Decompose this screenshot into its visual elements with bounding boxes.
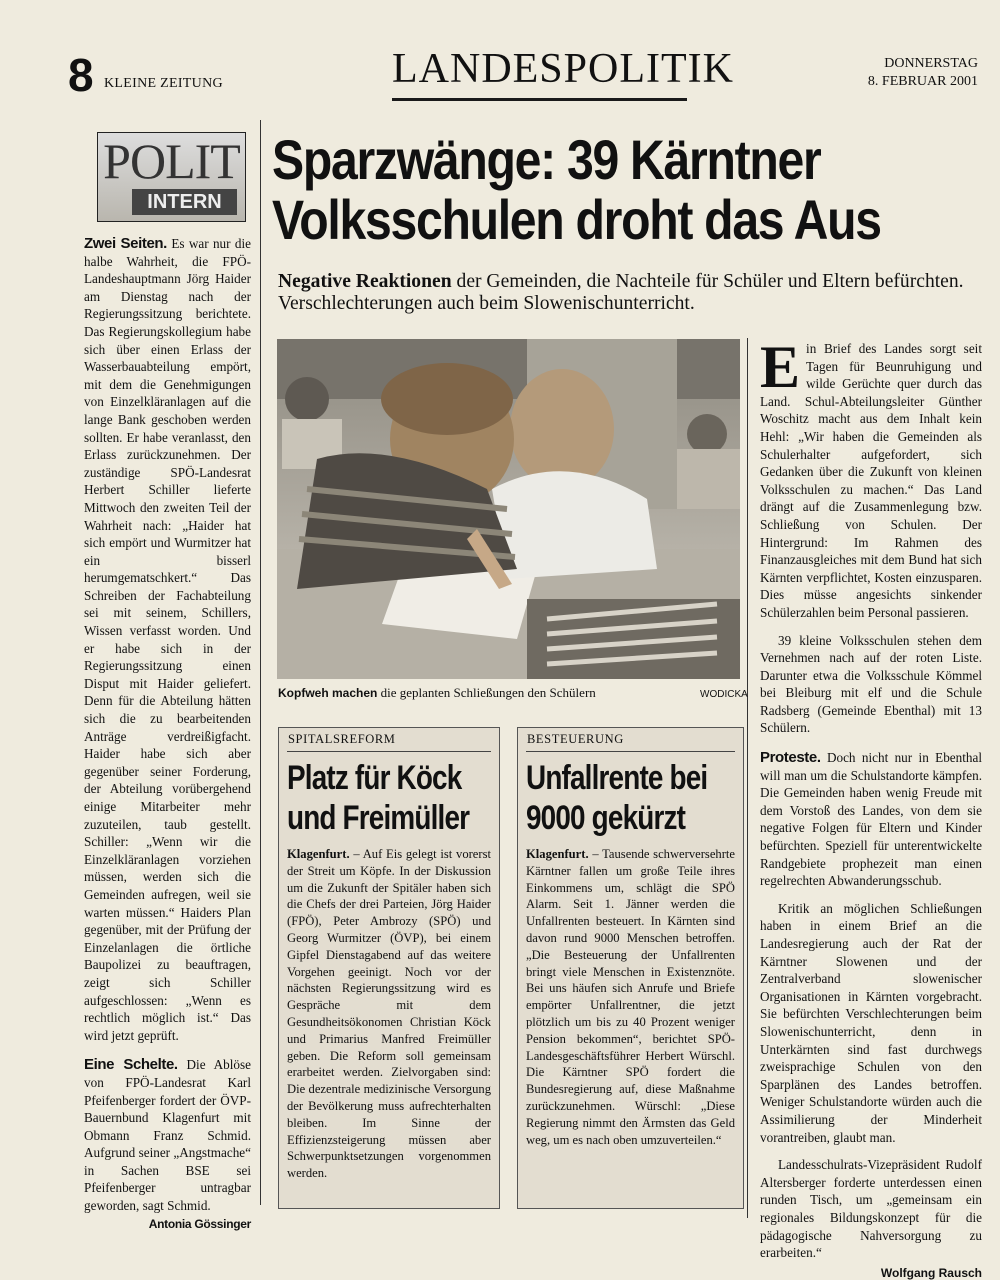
article-paragraph: Landesschulrats-Vizepräsident Rudolf Altersberger forderte unterdessen einen runden Tisch, um „gemeinsam ein regionales Bildungskonzept für die pädagogische Nahversorgung zu erarbeiten.“ <box>760 1157 982 1261</box>
date: 8. FEBRUAR 2001 <box>867 74 978 89</box>
sidebar-item-lead: Zwei Seiten. <box>84 235 167 252</box>
sidebar-item-lead: Eine Schelte. <box>84 1056 178 1074</box>
sidebar-item-text: Es war nur die halbe Wahrheit, die FPÖ-Landeshauptmann Jörg Haider am Dienstag nach der Regierungssitzung berichtete. Das Regierungskollegium habe sich über einen Erlass der Wasserbauabteilung empört, mit dem die Genehmigungen von Einzelkläranlagen auf die lange Bank geschoben werden sollten. Er habe veranlasst, den Erlass zurückzunehmen. Der zuständige SPÖ-Landesrat Herbert Schiller lieferte Mittwoch den zweiten Teil der Wahrheit nach: „Haider hat sich empört und Wurmitzer hat ein bisserl herumgematschkert.“ Das Schreiben der Fachabteilung sei mit seinem, Schillers, Wissen verfasst worden. Und er habe sich in der Regierungssitzung einen Disput mit Haider geliefert. Denn für die Abteilung hätten sich die zu bearbeitenden Anträge verdreißigfacht. Haider habe sich aber gegenüber seiner Forderung, der Abteilung vorübergehend einige Mitarbeiter mehr zuzuteilen, taub gestellt. Schiller: „Wenn wir die Einzelkläranlagen vorziehen müssen, werden sich die Gemeinden aufregen, weil sie warten müssen.“ Haiders Plan gegenüber, mit der Prüfung der Einzelanlagen die örtliche Baupolizei zu beauftragen, zeigt sich Schiller aufgeschlossen: „Wenn es rechtlich möglich ist.“ Das wird jetzt geprüft. <box>84 236 252 1043</box>
article-paragraph: 39 kleine Volksschulen stehen dem Vernehmen nach auf der roten Liste. Darunter etwa die Volksschule Kömmel bei Bleiburg mit elf und die Schule Radsberg (Gemeinde Ebenthal) mit 13 Schülern. <box>760 632 982 736</box>
box-kicker-rule <box>526 751 735 752</box>
sidebar-column <box>84 235 251 1231</box>
polit-intern-logo <box>97 132 246 222</box>
article-paragraph <box>760 334 982 622</box>
article-author: Wolfgang Rausch <box>880 1265 982 1280</box>
column-divider <box>260 120 261 1205</box>
photo-caption <box>278 685 658 701</box>
news-box-spitalsreform <box>278 727 500 1209</box>
column-divider <box>747 338 748 1218</box>
box-dateline: Klagenfurt. <box>526 847 589 861</box>
logo-top-text: POLIT <box>103 133 240 189</box>
photo-schoolchildren <box>277 339 740 679</box>
drop-cap: E <box>760 334 801 400</box>
subhead-lead: Proteste. <box>760 749 821 767</box>
article-body <box>760 334 983 1280</box>
box-title: Platz für Köck und Freimüller <box>287 759 470 837</box>
logo-bottom-text: INTERN <box>132 189 237 215</box>
box-dateline: Klagenfurt. <box>287 847 350 861</box>
article-paragraph <box>760 749 982 890</box>
box-kicker-rule <box>287 751 491 752</box>
section-title: LANDESPOLITIK <box>392 46 734 92</box>
weekday: DONNERSTAG <box>884 56 978 71</box>
deck-lead: Negative Reaktionen <box>278 271 452 292</box>
photo-credit: WODICKA <box>700 689 748 700</box>
sidebar-item <box>84 235 251 1044</box>
page-number: 8 <box>68 49 94 101</box>
sidebar-author: Antonia Gössinger <box>148 1216 251 1231</box>
headline: Sparzwänge: 39 Kärntner Volksschulen droht das Aus <box>272 128 881 251</box>
news-box-besteuerung <box>517 727 744 1209</box>
sidebar-item <box>84 1056 251 1231</box>
dateline <box>868 55 978 91</box>
deck <box>278 271 993 315</box>
article-text: Doch nicht nur in Ebenthal will man um die Schulstandorte kämpfen. Die Gemeinden haben wenig Freude mit dem Vorstoß des Landes, von dem sie negative Folgen für Eltern und Kinder befürchten. Speziell für unterentwickelte Randgebiete prophezeit man einen regelrechten Abwanderungsschub. <box>760 750 983 889</box>
deck-text: der Gemeinden, die Nachteile für Schüler und Eltern befürchten. Verschlechterungen auch beim Slowenischunterricht. <box>278 271 964 314</box>
sidebar-item-text: Die Ablöse von FPÖ-Landesrat Karl Pfeifenberger fordert der ÖVP-Bauernbund Klagenfurt mit Obmann Franz Schmid. Aufgrund seiner „Angstmache“ in Sachen BSE sei Pfeifenberger untragbar geworden, sagt Schmid. <box>84 1057 251 1214</box>
photo-illustration <box>277 339 740 679</box>
section-underline <box>392 98 687 101</box>
newspaper-name: KLEINE ZEITUNG <box>104 76 223 91</box>
box-body <box>287 846 491 1182</box>
box-kicker: SPITALSREFORM <box>288 732 396 746</box>
caption-text: die geplanten Schließungen den Schülern <box>380 685 596 700</box>
caption-lead: Kopfweh machen <box>278 686 378 700</box>
box-text: – Tausende schwerversehrte Kärntner fallen um große Teile ihres Einkommens um, schlägt die SPÖ Alarm. Seit 1. Jänner werden die Unfallrenten besteuert. In Kärnten sind davon rund 9000 Menschen betroffen. „Die Besteuerung der Unfallrenten bringt viele Menschen in Existenznöte. Bei uns häufen sich Anrufe und Briefe empörter Unfallrentner, die jetzt plötzlich um bis zu 40 Prozent weniger Pension bekommen“, berichtet SPÖ-Landesgeschäftsführer Herbert Würschl. Die Kärntner SPÖ fordert die Bundesregierung auf, diese Maßnahme zurückzunehmen. Würschl: „Diese Regierung nimmt den Ärmsten das Geld weg, um es nach oben umzuverteilen.“ <box>526 847 735 1147</box>
box-kicker: BESTEUERUNG <box>527 732 624 746</box>
article-paragraph: Kritik an möglichen Schließungen haben in einem Brief an die Landesregierung auch der Rat der Kärntner Slowenen und der Zentralverband slowenischer Organisationen in Kärnten vorgebracht. Sie befürchten Verschlechterungen beim Slowenischunterricht, denn in Unterkärnten sind fast durchwegs zweisprachige Schulen von den Sparplänen des Landes betroffen. Weniger Schulstandorte würden auch die Assimilierung der Minderheit vorantreiben, glaubt man. <box>760 900 982 1145</box>
box-body <box>526 846 735 1148</box>
box-title: Unfallrente bei 9000 gekürzt <box>526 759 708 837</box>
box-text: – Auf Eis gelegt ist vorerst der Streit um Köpfe. In der Diskussion um die Zukunft der Spitäler haben sich die Chefs der drei Parteien, Jörg Haider (FPÖ), Peter Ambrozy (SPÖ) und Georg Wurmitzer (ÖVP), bei einem Gipfel Dienstagabend auf das weitere Vorgehen geeinigt. Noch vor der nächsten Regierungssitzung wird es Gespräche mit dem Gesundheitsökonomen Christian Köck und Primarius Manfred Freimüller geben. Die Reform soll gemeinsam erarbeitet werden. Zielvorgaben sind: Die dezentrale medizinische Versorgung der Bevölkerung muss aufrechterhalten bleiben. Im Sinne der Effizienzsteigerung müssen aber Schwerpunktsetzungen vorgenommen werden. <box>287 847 491 1181</box>
article-text: in Brief des Landes sorgt seit Tagen für Beunruhigung und wilde Gerüchte quer durch das Land. Schul-Abteilungsleiter Günther Woschitz macht aus dem Inhalt kein Hehl: „Wir haben die Gemeinden als Schulerhalter aufgefordert, sich Gedanken über die Zukunft von kleinen Volksschulen zu machen.“ Das Land drängt auf die Zusammenlegung bzw. Schließung von Schulen. Der Hintergrund: Im Rahmen des Finanzausgleiches mit dem Bund hat sich Kärnten verpflichtet, Kosten einzusparen. Dies müsse angesichts sinkender Schülerzahlen beim Personal passieren. <box>760 341 982 620</box>
